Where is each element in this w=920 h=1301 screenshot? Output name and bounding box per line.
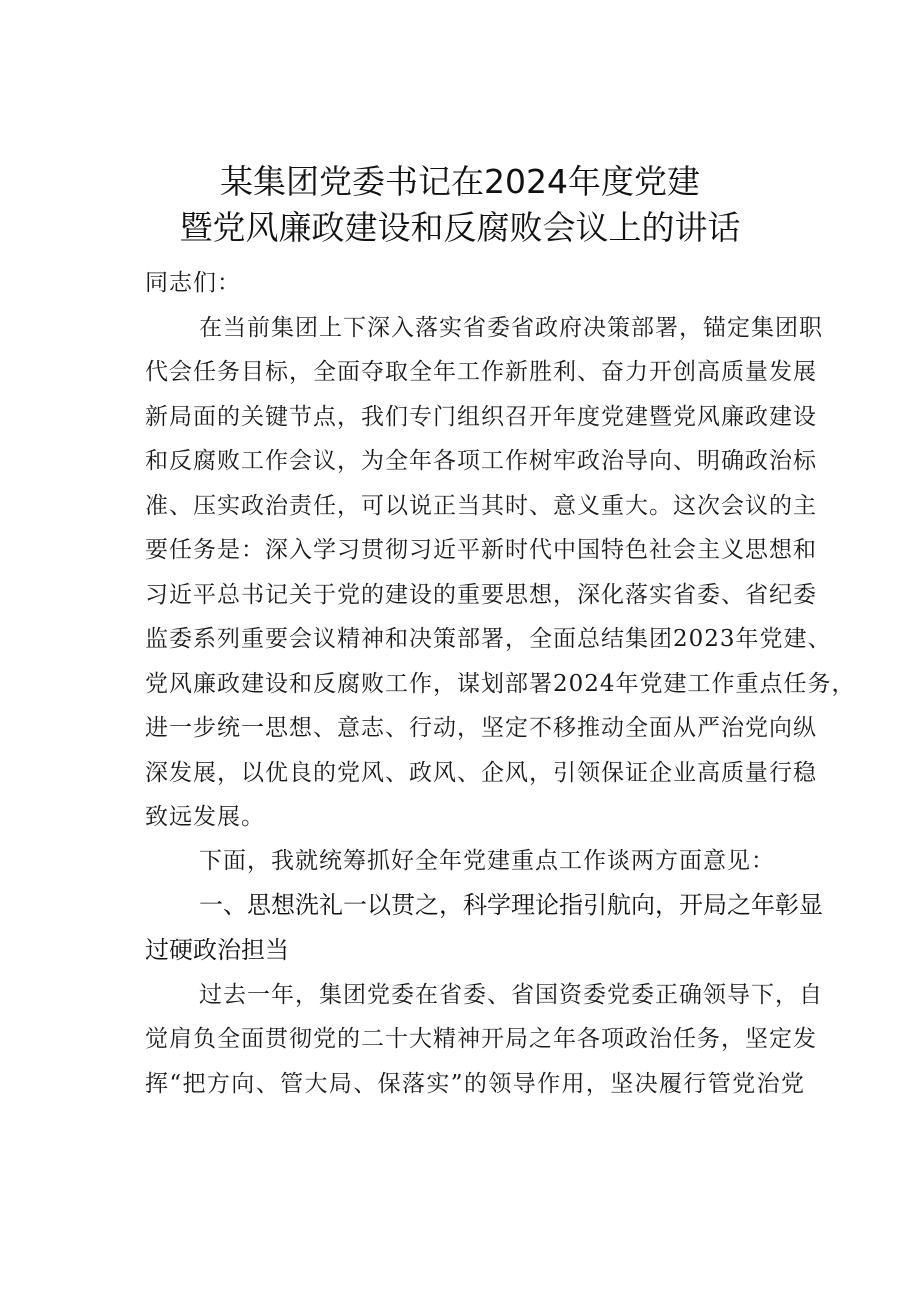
document-title-line-1: 某集团党委书记在2024年度党建 bbox=[220, 162, 700, 201]
document-title-line-2: 暨党风廉政建设和反腐败会议上的讲话 bbox=[179, 208, 741, 247]
paragraph-1-line: 党风廉政建设和反腐败工作，谋划部署2024年党建工作重点任务， bbox=[145, 671, 856, 697]
paragraph-1-line: 代会任务目标，全面夺取全年工作新胜利、奋力开创高质量发展 bbox=[145, 359, 817, 385]
salutation: 同志们： bbox=[145, 270, 241, 296]
paragraph-1-line: 在当前集团上下深入落实省委省政府决策部署，锚定集团职 bbox=[199, 315, 823, 341]
paragraph-1-line: 深发展，以优良的党风、政风、企风，引领保证企业高质量行稳 bbox=[145, 760, 817, 786]
paragraph-3-line: 觉肩负全面贯彻党的二十大精神开局之年各项政治任务，坚定发 bbox=[145, 1026, 817, 1052]
paragraph-1-line: 新局面的关键节点，我们专门组织召开年度党建暨党风廉政建设 bbox=[145, 404, 817, 430]
paragraph-1-line: 要任务是：深入学习贯彻习近平新时代中国特色社会主义思想和 bbox=[145, 537, 817, 563]
section-1-heading-line: 一、思想洗礼一以贯之，科学理论指引航向，开局之年彰显 bbox=[199, 891, 823, 919]
paragraph-3-line: 过去一年，集团党委在省委、省国资委党委正确领导下，自 bbox=[199, 982, 823, 1008]
paragraph-1-line: 进一步统一思想、意志、行动，坚定不移推动全面从严治党向纵 bbox=[145, 715, 817, 741]
paragraph-2: 下面，我就统筹抓好全年党建重点工作谈两方面意见： bbox=[199, 848, 775, 874]
paragraph-1-line: 监委系列重要会议精神和决策部署，全面总结集团2023年党建、 bbox=[145, 626, 832, 652]
paragraph-1-line: 准、压实政治责任，可以说正当其时、意义重大。这次会议的主 bbox=[145, 493, 817, 519]
paragraph-3-line: 挥“把方向、管大局、保落实”的领导作用，坚决履行管党治党 bbox=[145, 1071, 805, 1097]
paragraph-1-line: 习近平总书记关于党的建设的重要思想，深化落实省委、省纪委 bbox=[145, 582, 817, 608]
paragraph-1-line: 致远发展。 bbox=[145, 804, 265, 830]
section-1-heading-line: 过硬政治担当 bbox=[145, 936, 289, 964]
paragraph-1-line: 和反腐败工作会议，为全年各项工作树牢政治导向、明确政治标 bbox=[145, 448, 817, 474]
